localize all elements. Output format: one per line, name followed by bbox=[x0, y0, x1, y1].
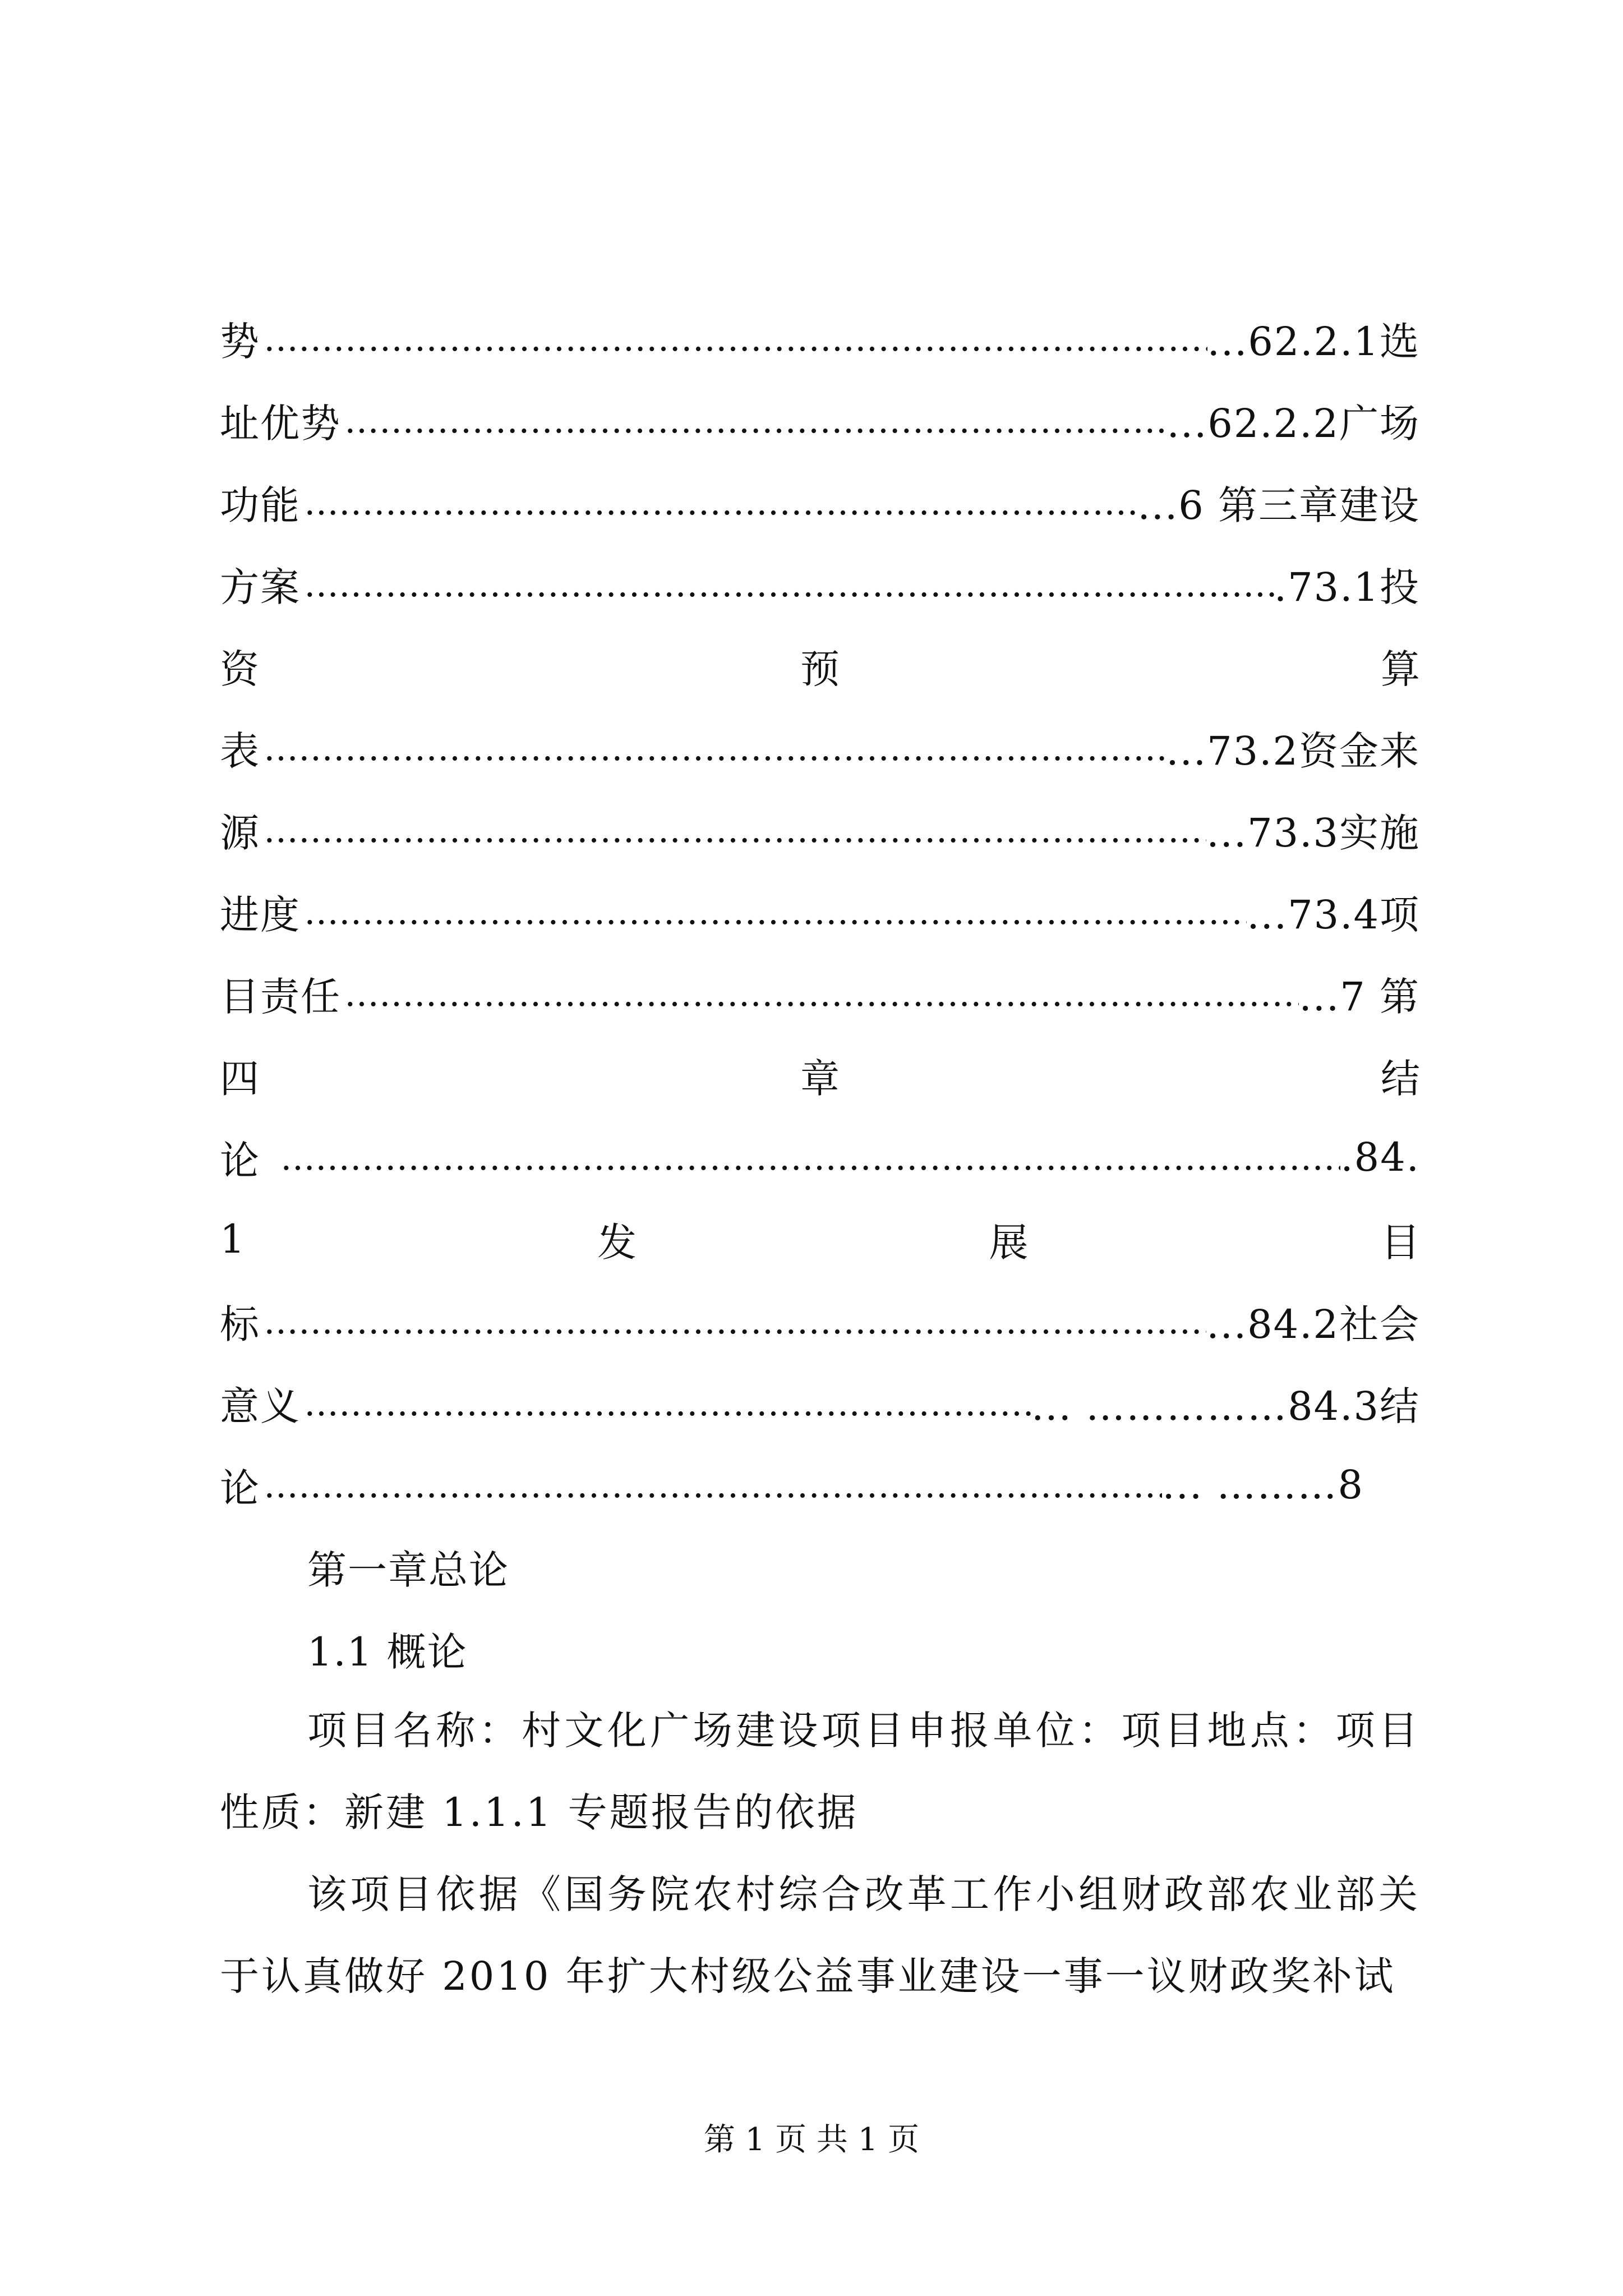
toc-entry-head: 进度 bbox=[220, 891, 301, 938]
section-heading: 1.1 概论 bbox=[307, 1628, 468, 1675]
toc-entry-tail: ...73.4项 bbox=[1247, 891, 1420, 938]
toc-entry-head: 目责任 bbox=[220, 973, 341, 1020]
toc-line bbox=[220, 379, 1420, 461]
toc-leader-dots bbox=[341, 973, 1299, 1014]
toc-entry-tail: ... ………8 bbox=[1162, 1462, 1364, 1508]
toc-word: 预 bbox=[800, 646, 840, 692]
toc-entry-tail: .73.1投 bbox=[1274, 564, 1420, 610]
toc-entry-head: 方案 bbox=[220, 564, 301, 610]
toc-line bbox=[220, 1444, 1364, 1526]
toc-entry-head: 论 bbox=[220, 1465, 260, 1511]
toc-word: 资 bbox=[220, 646, 259, 692]
toc-leader-dots bbox=[301, 564, 1274, 605]
toc-word: 展 bbox=[989, 1219, 1029, 1266]
toc-line bbox=[220, 1116, 1420, 1198]
toc-line bbox=[220, 1362, 1420, 1444]
toc-word: 1 bbox=[220, 1216, 245, 1262]
toc-entry-head: 源 bbox=[220, 809, 260, 856]
toc-leader-dots bbox=[341, 400, 1167, 441]
toc-word: 目 bbox=[1381, 1219, 1420, 1266]
toc-leader-dots bbox=[260, 1301, 1206, 1342]
toc-leader-dots bbox=[301, 482, 1137, 523]
toc-word: 结 bbox=[1381, 1055, 1420, 1102]
toc-entry-tail: ...84.2社会 bbox=[1206, 1301, 1420, 1347]
toc-line bbox=[220, 707, 1420, 789]
toc-entry-head: 功能 bbox=[220, 482, 301, 528]
page-footer: 第 1 页 共 1 页 bbox=[703, 2122, 920, 2158]
toc-word: 章 bbox=[800, 1055, 840, 1102]
toc-word: 发 bbox=[597, 1219, 637, 1266]
toc-entry-tail: ...73.3实施 bbox=[1206, 809, 1420, 856]
toc-entry-head: 论 bbox=[220, 1137, 260, 1184]
toc-entry-tail: ...62.2.2广场 bbox=[1166, 400, 1420, 447]
toc-entry-tail: ...73.2资金来 bbox=[1166, 728, 1420, 774]
toc-entry-tail: .84. bbox=[1340, 1134, 1420, 1180]
body-paragraph: 项目名称：村文化广场建设项目申报单位：项目地点：项目性质：新建 1.1.1 专题报告的依据 bbox=[220, 1708, 1420, 1835]
body-paragraph: 该项目依据《国务院农村综合改革工作小组财政部农业部关于认真做好 2010 年扩大村级公益事业建设一事一议财政奖补试 bbox=[220, 1871, 1420, 1999]
toc-line bbox=[220, 1280, 1420, 1362]
toc-entry-head: 标 bbox=[220, 1301, 260, 1347]
toc-justified-line bbox=[220, 625, 1420, 707]
toc-line bbox=[220, 461, 1420, 543]
toc-entry-tail: ...62.2.1选 bbox=[1207, 318, 1420, 365]
toc-entry-tail: ...6 第三章建设 bbox=[1137, 482, 1420, 528]
toc-entry-head: 意义 bbox=[220, 1383, 301, 1429]
toc-leader-dots bbox=[301, 891, 1247, 932]
toc-line bbox=[220, 789, 1420, 871]
toc-word: 四 bbox=[220, 1055, 259, 1102]
toc-entry-tail: ... ……………84.3结 bbox=[1031, 1383, 1420, 1429]
toc-leader-dots bbox=[260, 728, 1166, 769]
toc-entry-head: 表 bbox=[220, 728, 260, 774]
toc-line bbox=[220, 297, 1420, 379]
toc-entry-tail: ...7 第 bbox=[1299, 973, 1420, 1020]
toc-line bbox=[220, 543, 1420, 625]
chapter-heading: 第一章总论 bbox=[307, 1547, 509, 1593]
toc-justified-line bbox=[220, 1034, 1420, 1116]
toc-leader-dots bbox=[260, 809, 1206, 850]
toc-line bbox=[220, 871, 1420, 953]
toc-entry-head: 势 bbox=[220, 318, 260, 365]
toc-leader-dots bbox=[277, 1137, 1340, 1178]
toc-leader-dots bbox=[260, 1465, 1162, 1506]
toc-leader-dots bbox=[301, 1383, 1031, 1424]
toc-leader-dots bbox=[260, 318, 1207, 359]
toc-entry-head: 址优势 bbox=[220, 400, 341, 447]
toc-justified-line bbox=[220, 1198, 1420, 1280]
toc-word: 算 bbox=[1381, 646, 1420, 692]
toc-line bbox=[220, 953, 1420, 1034]
